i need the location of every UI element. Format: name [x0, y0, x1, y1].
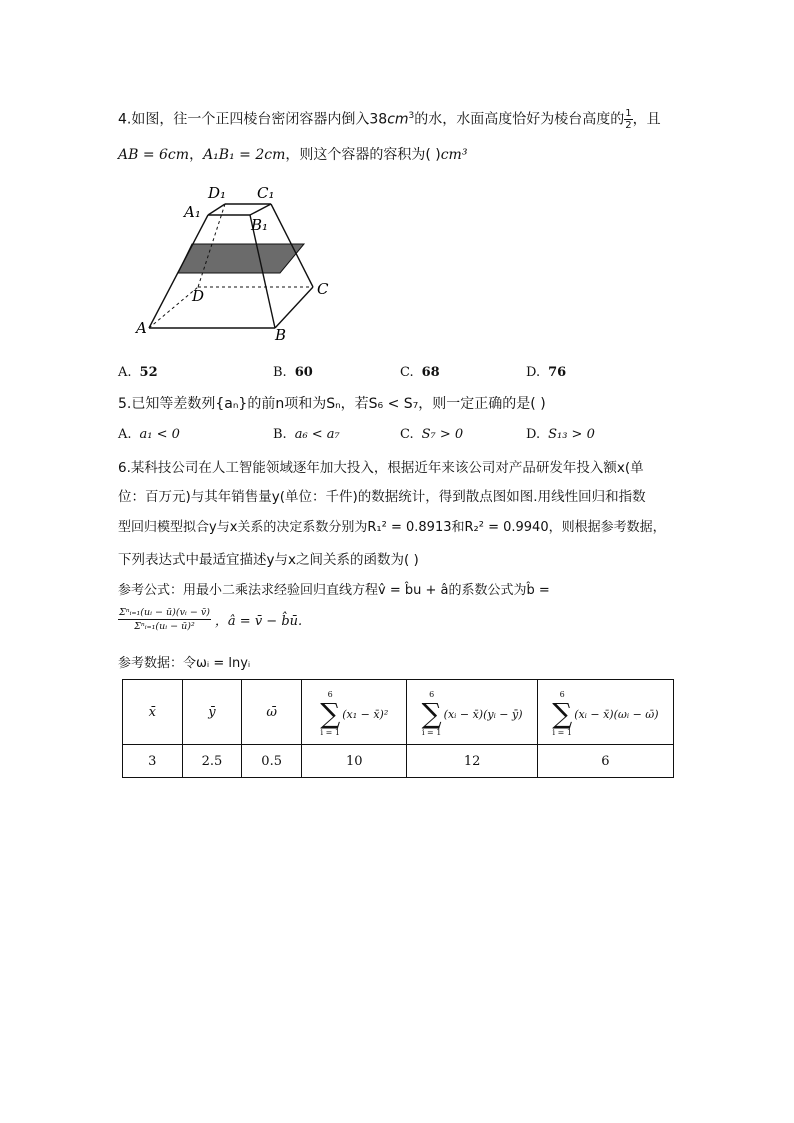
q5-option-c[interactable]: C. S₇ > 0: [400, 427, 464, 442]
q4-half-fraction: $\frac{1}{2}$: [625, 108, 632, 131]
q5-option-d[interactable]: D. S₁₃ > 0: [526, 427, 595, 442]
header-y-mean: ȳ: [182, 680, 242, 745]
q4-line-1: 4.如图，往一个正四棱台密闭容器内倒入$38cm^3$的水，水面高度恰好为棱台高度的 $\frac{1}{2}$ ，且: [118, 108, 661, 131]
value-omega-mean: 0.5: [242, 745, 302, 778]
q5-option-a[interactable]: A. a₁ < 0: [118, 427, 180, 442]
q4-line-2: AB = 6cm，A₁B₁ = 2cm，则这个容器的容积为( )cm³: [118, 147, 468, 163]
table-header-row: [123, 680, 674, 745]
formula-fraction-row: [118, 606, 302, 633]
value-sum-x-omega: 6: [537, 745, 673, 778]
q6-line-3: 型回归模型拟合y与x关系的决定系数分别为R₁² = 0.8913和R₂² = 0.9940，则根据参考数据，: [118, 520, 666, 535]
q4-option-b[interactable]: B. 60: [273, 365, 313, 380]
q4-intro-text: 4.如图，往一个正四棱台密闭容器内倒入: [118, 111, 370, 128]
header-omega-mean: ω̄: [242, 680, 302, 745]
q5-text: 5.已知等差数列{aₙ}的前n项和为Sₙ，若S₆ < S₇，则一定正确的是( ): [118, 396, 546, 412]
q6-line-1: 6.某科技公司在人工智能领域逐年加大投入，根据近年来该公司对产品研发年投入额x(单: [118, 460, 644, 476]
label-A1: A₁: [184, 203, 201, 221]
label-C: C: [317, 280, 329, 298]
table-value-row: [123, 745, 674, 778]
label-D1: D₁: [208, 184, 227, 202]
value-sum-sq-x: 10: [302, 745, 407, 778]
q4-answer-unit: cm³: [440, 147, 468, 163]
q4-question-text: ，则这个容器的容积为( ): [285, 147, 441, 163]
reference-data-label: 参考数据：令ωᵢ = lnyᵢ: [118, 656, 251, 671]
slope-formula-fraction: $\frac{\text{Σⁿᵢ₌₁(uᵢ − ū)(vᵢ − v̄)}}{\text{Σⁿᵢ₌₁(uᵢ − ū)²}}$: [119, 607, 210, 632]
value-x-mean: 3: [123, 745, 183, 778]
header-sum-xy: 6 ∑ i = 1 (xᵢ − x̄)(yᵢ − ȳ): [407, 680, 537, 745]
value-y-mean: 2.5: [182, 745, 242, 778]
label-A: A: [136, 319, 147, 337]
q4-end-text: ，且: [632, 111, 661, 128]
header-sum-sq-x: 6 ∑ i = 1 (x₁ − x̄)²: [302, 680, 407, 745]
q4-option-d[interactable]: D. 76: [526, 365, 567, 380]
q4-mid-text: 的水，水面高度恰好为棱台高度的: [414, 111, 625, 128]
q4-option-a[interactable]: A. 52: [118, 365, 158, 380]
header-x-mean: x̄: [123, 680, 183, 745]
label-B: B: [275, 326, 287, 344]
q4-ab-length: AB = 6cm: [118, 147, 190, 163]
frustum-figure: [130, 180, 350, 345]
q6-line-2: 位：百万元)与其年销售量y(单位：千件)的数据统计，得到散点图如图.用线性回归和指数: [118, 489, 646, 505]
label-C1: C₁: [257, 184, 275, 202]
header-sum-x-omega: 6 ∑ i = 1 (xᵢ − x̄)(ωᵢ − ω̄): [537, 680, 673, 745]
q6-line-4: 下列表达式中最适宜描述y与x之间关系的函数为( ): [118, 552, 419, 568]
intercept-formula: ，â = v̄ − b̂ū.: [214, 614, 303, 629]
value-sum-xy: 12: [407, 745, 537, 778]
q5-option-b[interactable]: B. a₆ < a₇: [273, 427, 340, 442]
formula-line-1: 参考公式：用最小二乘法求经验回归直线方程v̂ = b̂u + â的系数公式为b̂ =: [118, 583, 550, 598]
label-D: D: [192, 287, 205, 305]
q4-a1b1-length: A₁B₁ = 2cm: [203, 147, 286, 163]
label-B1: B₁: [251, 216, 269, 234]
q4-option-c[interactable]: C. 68: [400, 365, 440, 380]
water-surface: [178, 244, 304, 273]
reference-data-table: [122, 679, 674, 778]
q4-volume-unit: cm: [387, 111, 409, 128]
q4-volume-value: 38: [369, 111, 388, 128]
